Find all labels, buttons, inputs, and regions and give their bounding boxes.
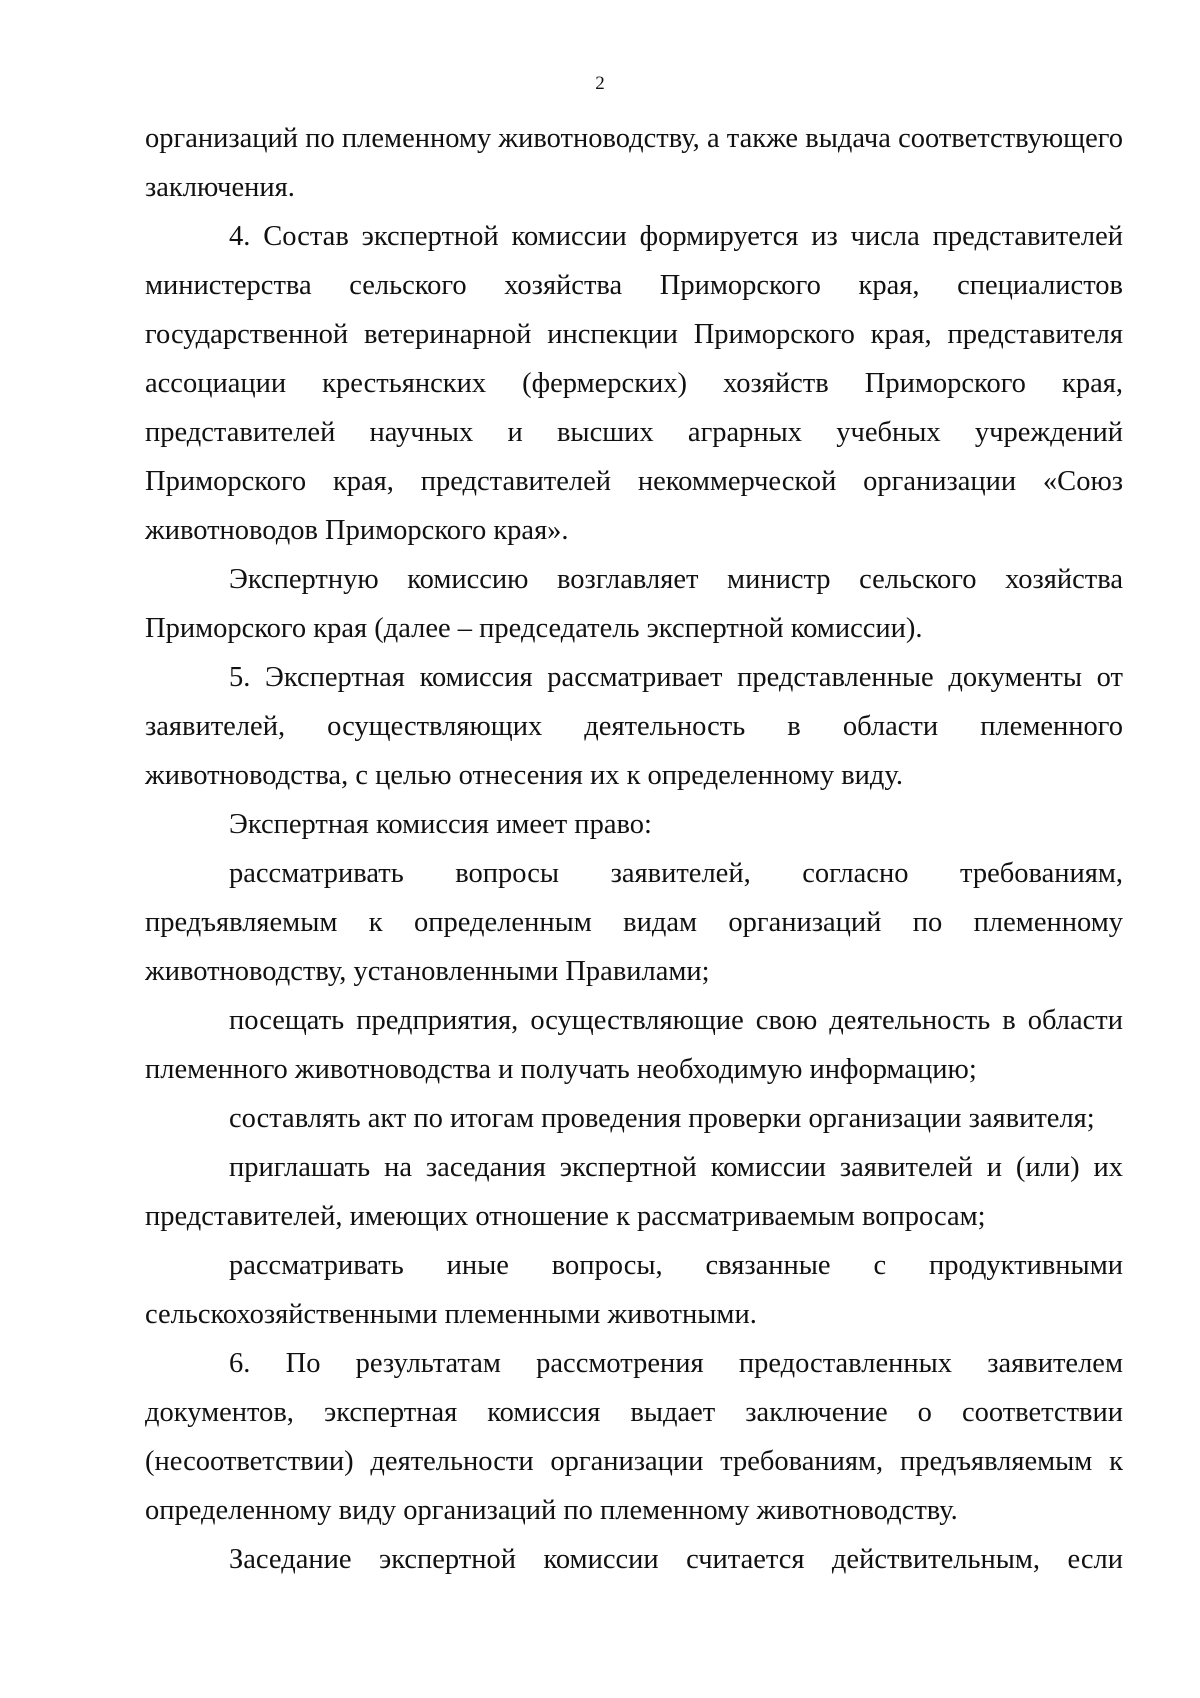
paragraph-right-other: рассматривать иные вопросы, связанные с продуктивными сельскохозяйственными племенными животными. [145,1250,1123,1330]
paragraph-item-4: 4. Состав экспертной комиссии формируется из числа представителей министерства сельского хозяйства Приморского края, специалистов государственной ветеринарной инспекции Приморского края, представителя ассоциации крестьянских (фермерских) хозяйств Приморского края, представителей научных и высших аграрных учебных учреждений Приморского края, представителей некоммерческой организации «Союз животноводов Приморского края». [145,221,1123,546]
paragraph-right-review: рассматривать вопросы заявителей, согласно требованиям, предъявляемым к определенным видам организаций по племенному животноводству, установленными Правилами; [145,858,1123,987]
paragraph-item-6: 6. По результатам рассмотрения предоставленных заявителем документов, экспертная комиссия выдает заключение о соответствии (несоответствии) деятельности организации требованиям, предъявляемым к определенному виду организаций по племенному животноводству. [145,1348,1123,1526]
paragraph-item-5: 5. Экспертная комиссия рассматривает представленные документы от заявителей, осуществляющих деятельность в области племенного животноводства, с целью отнесения их к определенному виду. [145,662,1123,791]
paragraph-right-invite: приглашать на заседания экспертной комиссии заявителей и (или) их представителей, имеющих отношение к рассматриваемым вопросам; [145,1152,1123,1232]
paragraph-rights-intro: Экспертная комиссия имеет право: [229,809,652,840]
page-number: 2 [595,73,605,94]
paragraph-continuation: организаций по племенному животноводству, а также выдача соответствующего заключения. [145,123,1123,203]
document-body [145,114,1123,1584]
paragraph-right-act: составлять акт по итогам проведения проверки организации заявителя; [229,1103,1095,1134]
paragraph-right-visit: посещать предприятия, осуществляющие свою деятельность в области племенного животноводства и получать необходимую информацию; [145,1005,1123,1085]
paragraph-commission-head: Экспертную комиссию возглавляет министр сельского хозяйства Приморского края (далее – председатель экспертной комиссии). [145,564,1123,644]
paragraph-meeting-valid: Заседание экспертной комиссии считается действительным, если [229,1544,1123,1575]
